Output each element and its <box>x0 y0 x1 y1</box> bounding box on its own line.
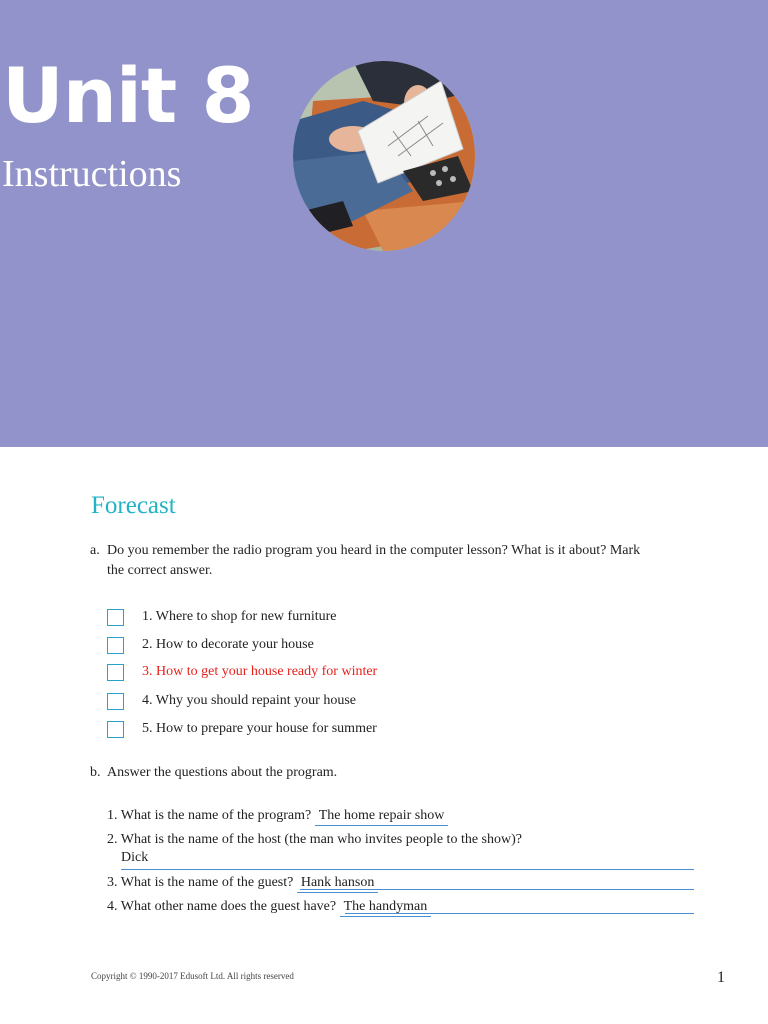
option-5-checkbox[interactable] <box>107 721 124 738</box>
question-a-letter: a. <box>90 543 100 558</box>
option-4-checkbox[interactable] <box>107 693 124 710</box>
option-1-checkbox[interactable] <box>107 609 124 626</box>
answer-line-3 <box>300 889 694 890</box>
unit-photo <box>293 61 475 251</box>
question-b <box>90 763 337 783</box>
option-3 <box>107 661 377 683</box>
question-b-letter: b. <box>90 765 101 780</box>
unit-subtitle: Instructions <box>2 153 182 195</box>
option-2-checkbox[interactable] <box>107 637 124 654</box>
answer-field-2[interactable]: Dick <box>121 850 149 865</box>
question-b-item-4-text: 4. What other name does the guest have? <box>107 899 337 914</box>
option-3-label: 3. How to get your house ready for winter <box>142 664 378 679</box>
question-b-item-3 <box>107 874 378 893</box>
question-b-item-2-text: 2. What is the name of the host (the man who invites people to the show)? <box>107 832 522 847</box>
question-b-item-4 <box>107 898 431 917</box>
option-1 <box>107 606 337 628</box>
question-a <box>90 541 690 581</box>
option-4 <box>107 690 356 712</box>
option-1-label: 1. Where to shop for new furniture <box>142 609 337 624</box>
question-b-item-2 <box>107 831 522 849</box>
option-3-checkbox[interactable] <box>107 664 124 681</box>
copyright-footer: Copyright © 1990-2017 Edusoft Ltd. All rights reserved <box>91 971 294 981</box>
question-b-text: Answer the questions about the program. <box>107 765 338 780</box>
answer-field-1[interactable]: The home repair show <box>315 807 449 826</box>
unit-title: Unit 8 <box>2 51 254 140</box>
option-2-label: 2. How to decorate your house <box>142 637 314 652</box>
question-b-item-1 <box>107 807 448 826</box>
answer-line-4 <box>345 913 694 914</box>
question-a-text-line1: Do you remember the radio program you heard in the computer lesson? What is it about? Mark <box>107 543 641 558</box>
option-5 <box>107 718 377 740</box>
option-5-label: 5. How to prepare your house for summer <box>142 721 377 736</box>
page-number: 1 <box>717 969 725 986</box>
answer-line-2 <box>121 869 694 870</box>
option-4-label: 4. Why you should repaint your house <box>142 693 356 708</box>
section-title-forecast: Forecast <box>91 492 176 519</box>
answer-field-4[interactable]: The handyman <box>340 898 432 917</box>
answer-field-3[interactable]: Hank hanson <box>297 874 379 893</box>
question-b-item-1-text: 1. What is the name of the program? <box>107 808 312 823</box>
question-b-item-3-text: 3. What is the name of the guest? <box>107 875 294 890</box>
option-2 <box>107 634 314 656</box>
question-a-text-line2: the correct answer. <box>107 563 213 578</box>
